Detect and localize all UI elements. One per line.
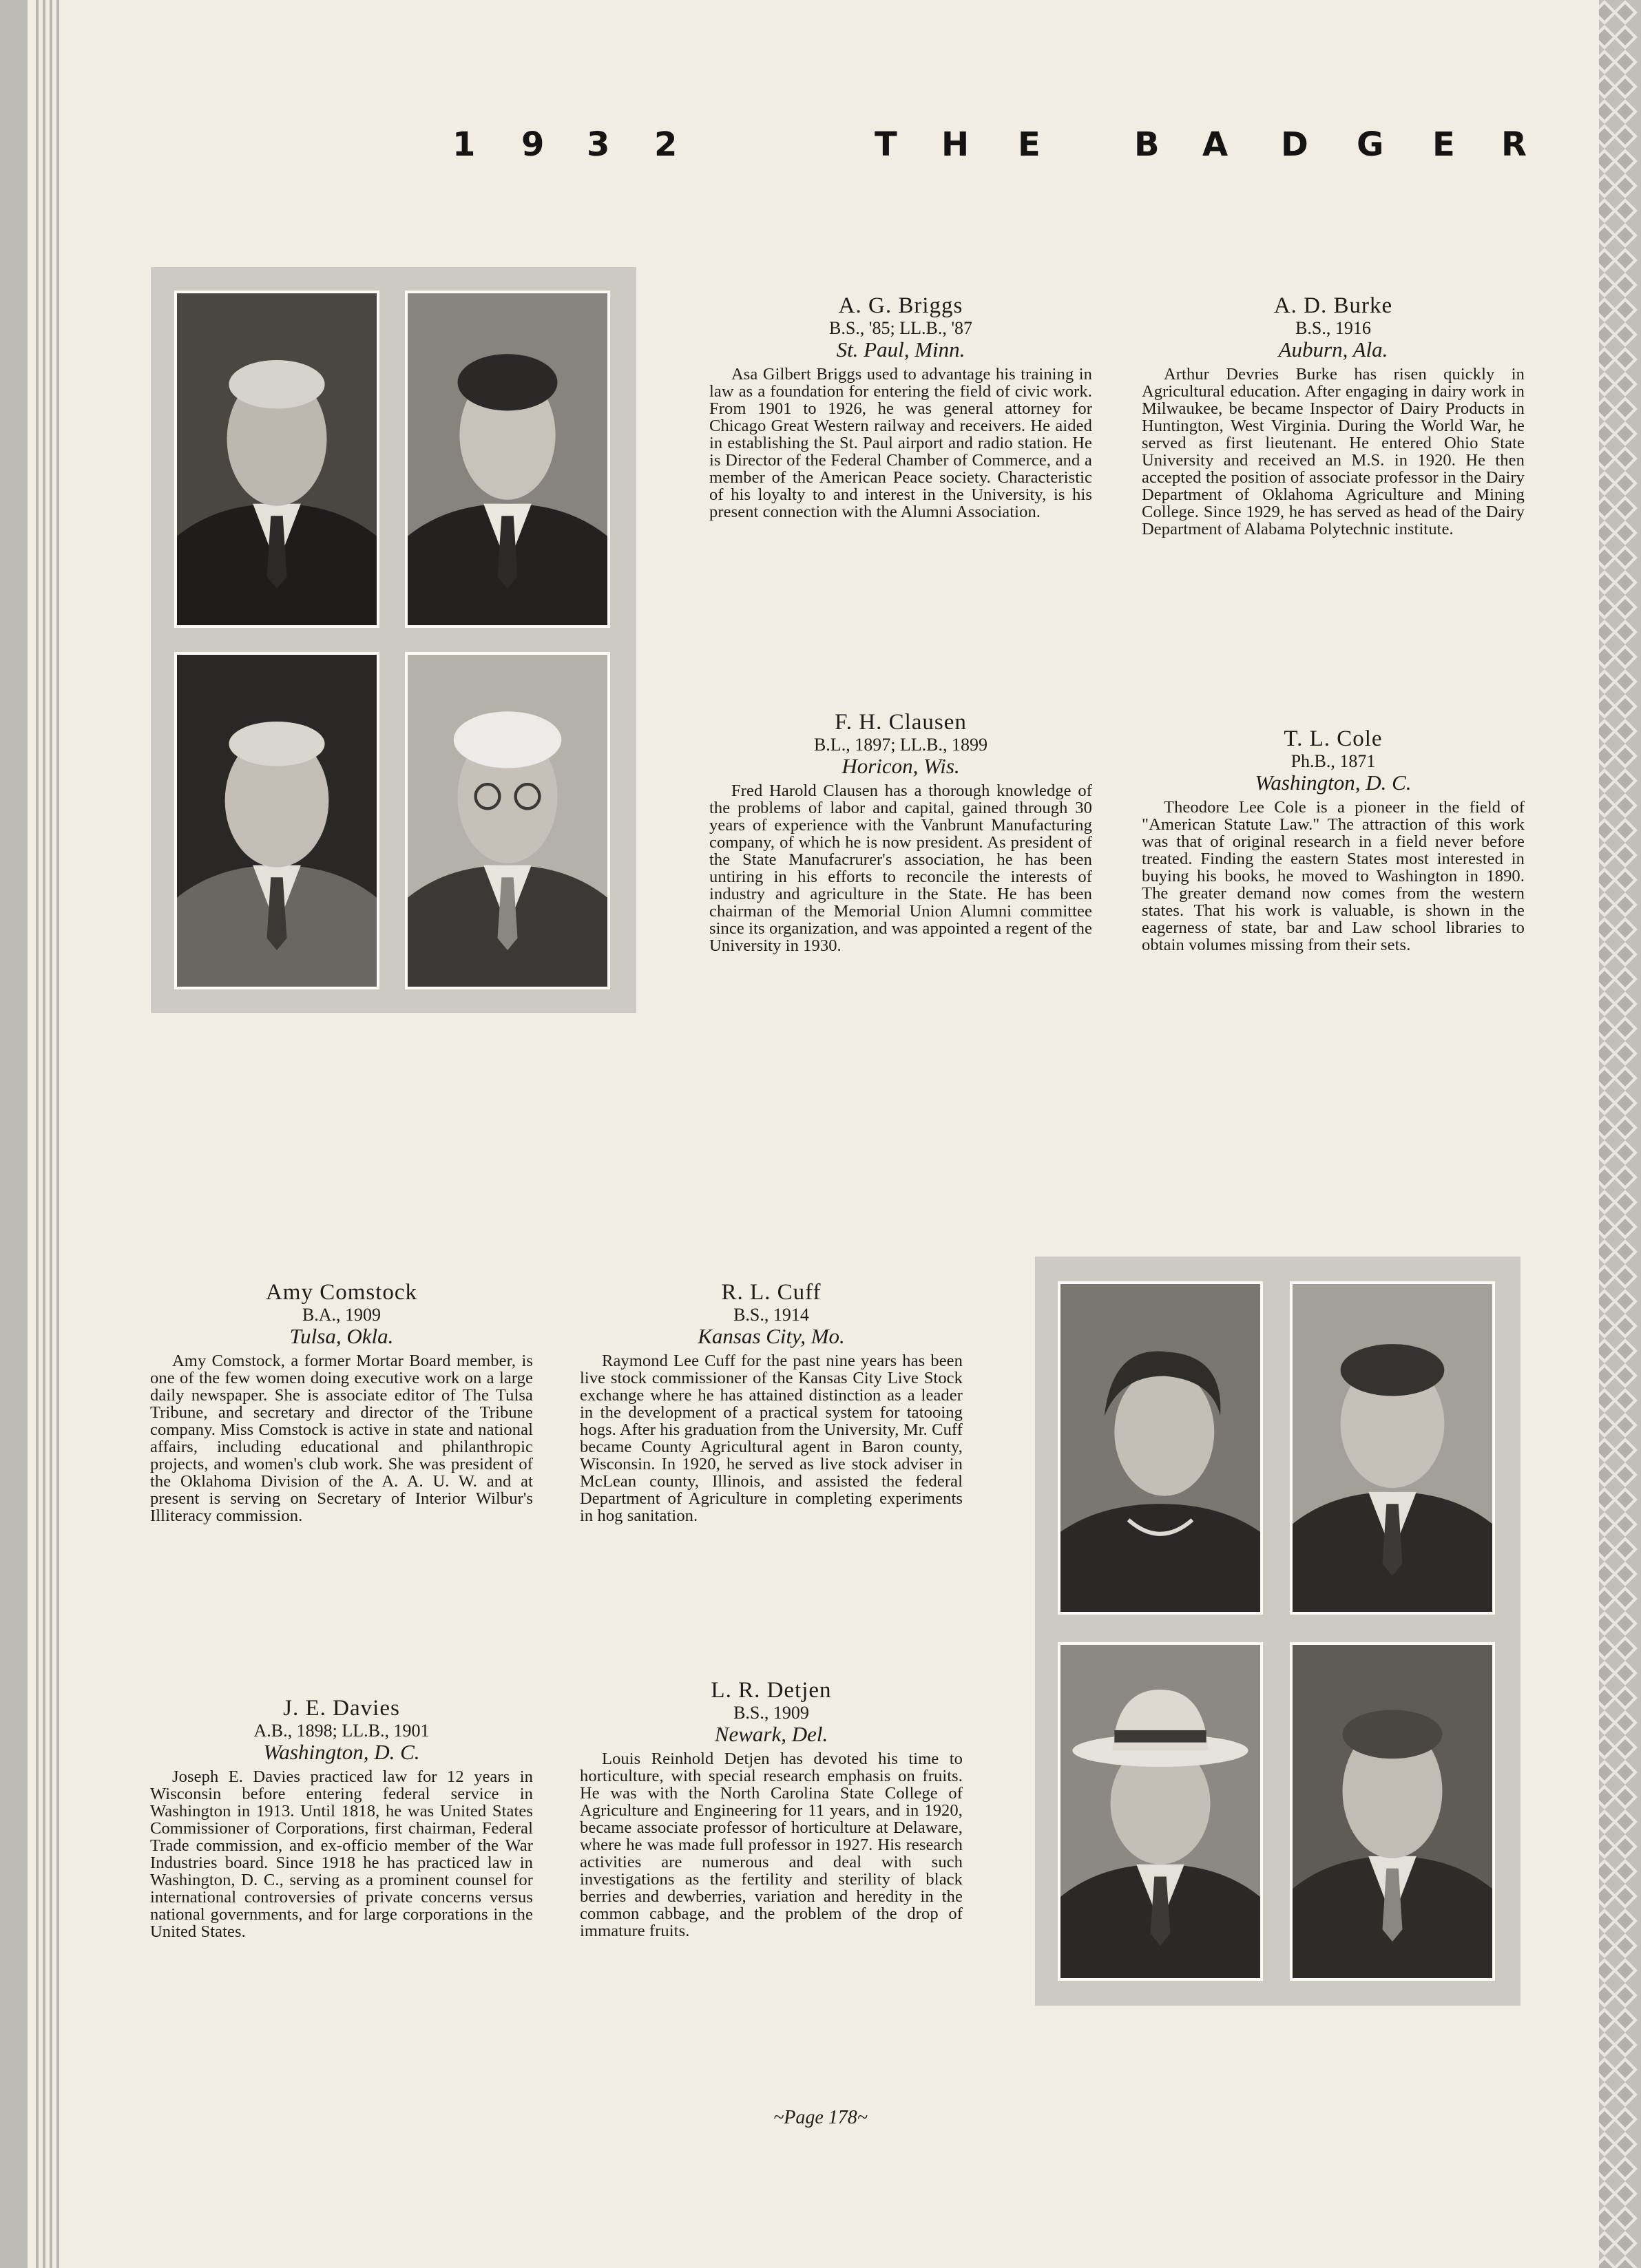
- bio-text: Joseph E. Davies practiced law for 12 years in Wisconsin before entering federal service in Washington in 1913. Until 1818, he was United States Commissioner of Corporations, first chairman, Federal Trade commission, and ex-officio member of the War Industries board. Since 1918 he has practiced law in Washington, D. C., serving as a prominent counsel for international controversies of private concerns versus national governments, and for large corporations in the United States.: [150, 1767, 533, 1941]
- bio-text: Raymond Lee Cuff for the past nine years has been live stock commissioner of the Kansas City Live Stock exchange where he has attained distinction as a leader in the development of a practical system for tatooing hogs. After his graduation from the University, Mr. Cuff became County Agricultural agent in Baron county, Wisconsin. In 1920, he served as live stock adviser in McLean county, Illinois, and assisted the federal Department of Agriculture in completing experiments in hog sanitation.: [580, 1352, 963, 1525]
- bio-place: Washington, D. C.: [1255, 770, 1412, 795]
- bio-name: F. H. Clausen: [835, 710, 967, 735]
- bio-entry: [1142, 726, 1525, 954]
- margin-rule: [56, 0, 59, 2268]
- portrait-photo: [174, 652, 379, 989]
- title-letter: A: [1202, 125, 1229, 164]
- page-header: [0, 125, 1641, 174]
- bio-name: T. L. Cole: [1284, 726, 1383, 751]
- title-letter: R: [1501, 125, 1527, 164]
- portrait-photo: [1290, 1642, 1495, 1981]
- bio-place: Washington, D. C.: [263, 1740, 420, 1764]
- bio-text: Louis Reinhold Detjen has devoted his time to horticulture, with special research emphasis on fruits. He was with the North Carolina State College of Agriculture and Engineering for 11 years, and in 1920, became associate professor of horticulture at Delaware, where he was made full professor in 1927. His research activities are numerous and deal with such investigations as the fertility and sterility of black berries and dewberries, variation and heredity in the common cabbage, and the problem of the drop of immature fruits.: [580, 1750, 963, 1940]
- portrait-photo: [1058, 1642, 1263, 1981]
- bio-text: Arthur Devries Burke has risen quickly in Agricultural education. After engaging in dairy work in Milwaukee, be became Inspector of Dairy Products in Huntington, West Virginia. During the World War, he served as first lieutenant. He entered Ohio State University and received an M.S. in 1920. He then accepted the position of associate professor in the Dairy Department of Oklahoma Agriculture and Mining College. Since 1929, he has served as head of the Dairy Department of Alabama Polytechnic institute.: [1142, 365, 1525, 538]
- title-letter: G: [1357, 125, 1384, 164]
- year-digit: 2: [654, 125, 678, 164]
- diamond-border: [1599, 0, 1641, 2268]
- photo-mount: [151, 267, 636, 1013]
- bio-text: Asa Gilbert Briggs used to advantage his training in law as a foundation for entering the field of civic work. From 1901 to 1926, he was general attorney for Chicago Great Western railway and receivers. He aided in establishing the St. Paul airport and radio station. He is Director of the Federal Chamber of Commerce, and a member of the American Peace society. Characteristic of his loyalty to and interest in the University, is his present connection with the Alumni Association.: [709, 365, 1092, 521]
- right-margin-band: [1599, 0, 1641, 2268]
- title-letter: E: [1018, 125, 1041, 164]
- bio-entry: [580, 1677, 963, 1940]
- bio-degree: B.S., '85; LL.B., '87: [829, 318, 972, 338]
- bio-entry: [709, 709, 1092, 954]
- bio-text: Theodore Lee Cole is a pioneer in the field of "American Statute Law." The attraction of this work was that of original research in a field never before treated. Finding the eastern States most interested in buying his books, he moved to Washington in 1890. The greater demand now comes from the western states. That his work is valuable, is shown in the eagerness of state, bar and Law school libraries to obtain volumes missing from their sets.: [1142, 798, 1525, 954]
- bio-place: Kansas City, Mo.: [698, 1324, 845, 1348]
- bio-entry: [580, 1279, 963, 1524]
- year-digit: 9: [521, 125, 545, 164]
- page-number: ~Page 178~: [773, 2107, 868, 2128]
- bio-place: St. Paul, Minn.: [836, 337, 965, 361]
- photo-mount: [1035, 1257, 1520, 2006]
- title-letter: E: [1432, 125, 1455, 164]
- bio-degree: B.L., 1897; LL.B., 1899: [813, 735, 988, 755]
- bio-entry: [1142, 293, 1525, 538]
- bio-degree: Ph.B., 1871: [1290, 751, 1376, 771]
- bio-entry: [150, 1279, 533, 1524]
- margin-rule: [36, 0, 39, 2268]
- bio-entry: [709, 293, 1092, 521]
- bio-place: Auburn, Ala.: [1278, 337, 1388, 361]
- bio-name: R. L. Cuff: [721, 1280, 822, 1305]
- portrait-photo: [405, 652, 610, 989]
- margin-rule: [43, 0, 45, 2268]
- bio-degree: B.S., 1916: [1295, 318, 1371, 338]
- title-letter: B: [1134, 125, 1160, 164]
- left-margin-band: [0, 0, 28, 2268]
- bio-name: L. R. Detjen: [711, 1678, 832, 1703]
- bio-name: A. D. Burke: [1273, 293, 1393, 318]
- year-digit: 3: [587, 125, 610, 164]
- bio-degree: B.S., 1914: [733, 1305, 809, 1325]
- bio-place: Horicon, Wis.: [842, 754, 960, 778]
- bio-degree: B.S., 1909: [733, 1703, 809, 1723]
- bio-degree: B.A., 1909: [302, 1305, 381, 1325]
- bio-text: Fred Harold Clausen has a thorough knowledge of the problems of labor and capital, gained through 30 years of experience with the Vanbrunt Manufacturing company, of which he is now president. As president of the State Manufacrurer's association, he has been untiring in his efforts to reconcile the interests of industry and agriculture in the State. He has been chairman of the Memorial Union Alumni committee since its organization, and was appointed a regent of the University in 1930.: [709, 781, 1092, 955]
- bio-place: Tulsa, Okla.: [289, 1324, 394, 1348]
- portrait-photo: [174, 291, 379, 628]
- title-letter: D: [1281, 125, 1308, 164]
- title-letter: T: [875, 125, 897, 164]
- bio-name: A. G. Briggs: [838, 293, 963, 318]
- portrait-photo: [1290, 1281, 1495, 1615]
- bio-degree: A.B., 1898; LL.B., 1901: [253, 1721, 430, 1741]
- year-digit: 1: [452, 125, 476, 164]
- bio-name: J. E. Davies: [283, 1696, 400, 1721]
- bio-name: Amy Comstock: [265, 1280, 418, 1305]
- bio-place: Newark, Del.: [714, 1722, 828, 1746]
- bio-text: Amy Comstock, a former Mortar Board member, is one of the few women doing executive work on a large daily newspaper. She is associate editor of The Tulsa Tribune, and secretary and director of the Tribune company. Miss Comstock is active in state and national affairs, including educational and philanthropic projects, and women's club work. She was president of the Oklahoma Division of the A. A. U. W. and at present is serving on Secretary of Interior Wilbur's Illiteracy commission.: [150, 1352, 533, 1525]
- portrait-photo: [405, 291, 610, 628]
- bio-entry: [150, 1695, 533, 1940]
- portrait-photo: [1058, 1281, 1263, 1615]
- margin-rule: [50, 0, 52, 2268]
- title-letter: H: [941, 125, 970, 164]
